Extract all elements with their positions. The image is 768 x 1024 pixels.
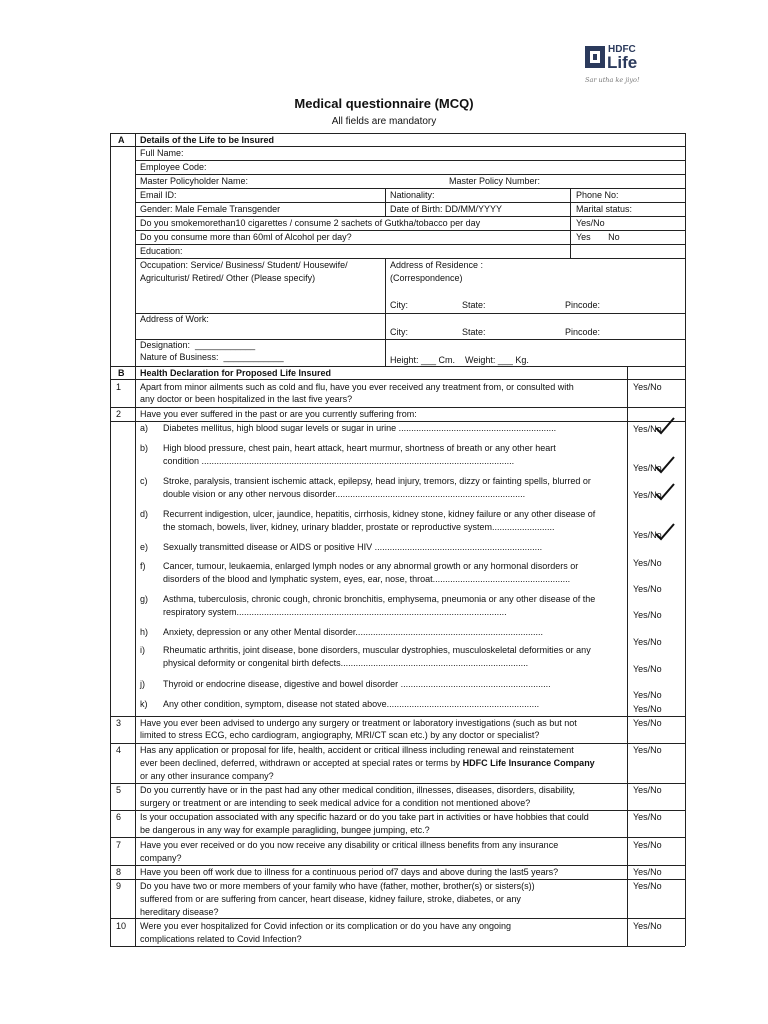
q2b-key: b) bbox=[140, 443, 149, 453]
employee-code-field[interactable]: Employee Code: bbox=[140, 162, 207, 172]
residence-address-label[interactable]: Address of Residence : bbox=[390, 260, 484, 270]
q6-number: 6 bbox=[116, 812, 122, 822]
q2j-answer[interactable]: Yes/No bbox=[633, 690, 662, 700]
q5-answer[interactable]: Yes/No bbox=[633, 785, 662, 795]
q4-line1: Has any application or proposal for life, health, accident or critical illness including renewal and reinstatement bbox=[140, 745, 574, 755]
q2d-answer[interactable]: Yes/No bbox=[633, 530, 662, 540]
q6-answer[interactable]: Yes/No bbox=[633, 812, 662, 822]
occupation-line1[interactable]: Occupation: Service/ Business/ Student/ Housewife/ bbox=[140, 260, 348, 270]
q2i-answer[interactable]: Yes/No bbox=[633, 664, 662, 674]
hdfc-life-logo bbox=[585, 44, 655, 90]
checkmark-icon bbox=[654, 482, 676, 502]
alcohol-answer[interactable]: Yes No bbox=[576, 232, 620, 242]
residence-address-sublabel: (Correspondence) bbox=[390, 273, 463, 283]
q9-answer[interactable]: Yes/No bbox=[633, 881, 662, 891]
nationality-field[interactable]: Nationality: bbox=[390, 190, 435, 200]
master-policy-number-field[interactable]: Master Policy Number: bbox=[449, 176, 541, 186]
phone-field[interactable]: Phone No: bbox=[576, 190, 619, 200]
q2a-text: Diabetes mellitus, high blood sugar levels or sugar in urine ............................................................... bbox=[163, 423, 557, 433]
section-a-letter: A bbox=[118, 135, 125, 145]
q2d-key: d) bbox=[140, 509, 149, 519]
q1-line2: any doctor or been hospitalized in the last five years? bbox=[140, 394, 353, 404]
q1-answer[interactable]: Yes/No bbox=[633, 382, 662, 392]
designation-field[interactable]: Designation: ____________ bbox=[140, 340, 256, 350]
q2i-text2: physical deformity or congenital birth defects........................................................................... bbox=[163, 658, 529, 668]
q2j-text: Thyroid or endocrine disease, digestive and bowel disorder ............................................................ bbox=[163, 679, 551, 689]
q10-number: 10 bbox=[116, 921, 127, 931]
alcohol-question: Do you consume more than 60ml of Alcohol per day? bbox=[140, 232, 352, 242]
section-b-letter: B bbox=[118, 368, 125, 378]
residence-state[interactable]: State: bbox=[462, 300, 486, 310]
q2c-text1: Stroke, paralysis, transient ischemic attack, epilepsy, head injury, tremors, dizzy or fainting spells, blurred or bbox=[163, 476, 591, 486]
occupation-line2: Agriculturist/ Retired/ Other (Please specify) bbox=[140, 273, 316, 283]
nature-of-business-field[interactable]: Nature of Business: ____________ bbox=[140, 352, 284, 362]
q2a-key: a) bbox=[140, 423, 149, 433]
q3-answer[interactable]: Yes/No bbox=[633, 718, 662, 728]
q2-question: Have you ever suffered in the past or are you currently suffering from: bbox=[140, 409, 417, 419]
hdfc-logo-mark-icon bbox=[585, 46, 605, 68]
q9-line3: hereditary disease? bbox=[140, 907, 219, 917]
q5-line1: Do you currently have or in the past had any other medical condition, illnesses, diseases, disorders, disability, bbox=[140, 785, 576, 795]
work-state[interactable]: State: bbox=[462, 327, 486, 337]
q4-line2 bbox=[140, 757, 595, 769]
q2b-text2: condition ............................................................................................................................. bbox=[163, 456, 515, 466]
smoking-answer[interactable]: Yes/No bbox=[576, 218, 605, 228]
q2-number: 2 bbox=[116, 409, 122, 419]
q4-company-name: HDFC Life Insurance Company bbox=[462, 758, 595, 768]
q2g-text1: Asthma, tuberculosis, chronic cough, chronic bronchitis, emphysema, pneumonia or any other disease of the bbox=[163, 594, 596, 604]
page-title: Medical questionnaire (MCQ) bbox=[294, 96, 474, 111]
q9-line2: suffered from or are suffering from cancer, heart disease, kidney failure, stroke, diabetes, or any bbox=[140, 894, 521, 904]
q4-answer[interactable]: Yes/No bbox=[633, 745, 662, 755]
q2e-key: e) bbox=[140, 542, 149, 552]
q3-line2: limited to stress ECG, echo cardiogram, angiography, MRI/CT scan etc.) by any doctor or specialist? bbox=[140, 730, 540, 740]
q2i-key: i) bbox=[140, 645, 145, 655]
work-address-field[interactable]: Address of Work: bbox=[140, 314, 209, 324]
q3-number: 3 bbox=[116, 718, 122, 728]
q8-number: 8 bbox=[116, 867, 122, 877]
dob-field[interactable]: Date of Birth: DD/MM/YYYY bbox=[390, 204, 503, 214]
q8-question: Have you been off work due to illness for a continuous period of7 days and above during the last5 years? bbox=[140, 867, 559, 877]
q2d-text1: Recurrent indigestion, ulcer, jaundice, hepatitis, cirrhosis, kidney stone, kidney failure or any other disease of bbox=[163, 509, 596, 519]
q3-line1: Have you ever been advised to undergo any surgery or treatment or laboratory investigations (such as but not bbox=[140, 718, 577, 728]
q2i-text1: Rheumatic arthritis, joint disease, bone disorders, muscular dystrophies, musculoskeletal deformities or any bbox=[163, 645, 591, 655]
q4-line3: or any other insurance company? bbox=[140, 771, 274, 781]
residence-city[interactable]: City: bbox=[390, 300, 408, 310]
q2j-key: j) bbox=[140, 679, 145, 689]
q2f-key: f) bbox=[140, 561, 146, 571]
email-field[interactable]: Email ID: bbox=[140, 190, 177, 200]
q2h-answer[interactable]: Yes/No bbox=[633, 637, 662, 647]
checkmark-icon bbox=[654, 455, 676, 475]
q6-line2: be dangerous in any way for example paragliding, bungee jumping, etc.? bbox=[140, 825, 430, 835]
q2g-text2: respiratory system............................................................................................................ bbox=[163, 607, 507, 617]
q2a-answer[interactable]: Yes/No bbox=[633, 424, 662, 434]
q1-line1: Apart from minor ailments such as cold and flu, have you ever received any treatment from, or consulted with bbox=[140, 382, 574, 392]
brand-line2: Life bbox=[607, 53, 638, 72]
full-name-field[interactable]: Full Name: bbox=[140, 148, 184, 158]
brand-tagline: Sar utha ke jiyo! bbox=[585, 76, 640, 84]
q5-number: 5 bbox=[116, 785, 122, 795]
q2e-text: Sexually transmitted disease or AIDS or positive HIV ................................................................... bbox=[163, 542, 543, 552]
education-field[interactable]: Education: bbox=[140, 246, 183, 256]
work-pincode[interactable]: Pincode: bbox=[565, 327, 601, 337]
q7-line2: company? bbox=[140, 853, 182, 863]
q10-answer[interactable]: Yes/No bbox=[633, 921, 662, 931]
q7-answer[interactable]: Yes/No bbox=[633, 840, 662, 850]
q7-number: 7 bbox=[116, 840, 122, 850]
q4-line2-text: ever been declined, deferred, withdrawn or accepted at special rates or terms by bbox=[140, 758, 463, 768]
q8-answer[interactable]: Yes/No bbox=[633, 867, 662, 877]
q2b-answer[interactable]: Yes/No bbox=[633, 463, 662, 473]
q9-number: 9 bbox=[116, 881, 122, 891]
q2d-text2: the stomach, bowels, liver, kidney, urinary bladder, prostate or reproductive system......................... bbox=[163, 522, 555, 532]
q2f-text2: disorders of the blood and lymphatic system, eyes, ear, nose, throat....................................................... bbox=[163, 574, 571, 584]
q9-line1: Do you have two or more members of your family who have (father, mother, brother(s) or sisters(s)) bbox=[140, 881, 535, 891]
q2c-text2: double vision or any other nervous disorder............................................................................ bbox=[163, 489, 526, 499]
checkmark-icon bbox=[654, 416, 676, 436]
q2f-text1: Cancer, tumour, leukaemia, enlarged lymph nodes or any abnormal growth or any hormonal disorders or bbox=[163, 561, 579, 571]
q10-line1: Were you ever hospitalized for Covid infection or its complication or do you have any ongoing bbox=[140, 921, 512, 931]
q2g-key: g) bbox=[140, 594, 149, 604]
q2f-answer[interactable]: Yes/No bbox=[633, 584, 662, 594]
q2k-answer[interactable]: Yes/No bbox=[633, 704, 662, 714]
q2c-answer[interactable]: Yes/No bbox=[633, 490, 662, 500]
q2e-answer[interactable]: Yes/No bbox=[633, 558, 662, 568]
q2h-key: h) bbox=[140, 627, 149, 637]
marital-status-field[interactable]: Marital status: bbox=[576, 204, 633, 214]
brand-line1: HDFC bbox=[608, 44, 636, 55]
page-subtitle: All fields are mandatory bbox=[331, 116, 437, 127]
checkmark-icon bbox=[654, 522, 676, 542]
q2b-text1: High blood pressure, chest pain, heart attack, heart murmur, shortness of breath or any other heart bbox=[163, 443, 556, 453]
section-b-heading: Health Declaration for Proposed Life Insured bbox=[140, 368, 332, 378]
gender-field[interactable]: Gender: Male Female Transgender bbox=[140, 204, 281, 214]
master-policyholder-field[interactable]: Master Policyholder Name: bbox=[140, 176, 249, 186]
q2k-text: Any other condition, symptom, disease not stated above............................................................. bbox=[163, 699, 540, 709]
q5-line2: surgery or treatment or are intending to seek medical advice for a condition not mentioned above? bbox=[140, 798, 531, 808]
q1-number: 1 bbox=[116, 382, 122, 392]
height-weight-field[interactable]: Height: ___ Cm. Weight: ___ Kg. bbox=[390, 355, 529, 365]
work-city[interactable]: City: bbox=[390, 327, 408, 337]
section-a-heading: Details of the Life to be Insured bbox=[140, 135, 275, 145]
q2g-answer[interactable]: Yes/No bbox=[633, 610, 662, 620]
q2c-key: c) bbox=[140, 476, 148, 486]
q6-line1: Is your occupation associated with any specific hazard or do you take part in activities or have hobbies that could bbox=[140, 812, 589, 822]
q2k-key: k) bbox=[140, 699, 148, 709]
smoking-question: Do you smokemorethan10 cigarettes / consume 2 sachets of Gutkha/tobacco per day bbox=[140, 218, 481, 228]
q2h-text: Anxiety, depression or any other Mental disorder........................................................................... bbox=[163, 627, 543, 637]
q4-number: 4 bbox=[116, 745, 122, 755]
residence-pincode[interactable]: Pincode: bbox=[565, 300, 601, 310]
q10-line2: complications related to Covid Infection? bbox=[140, 934, 302, 944]
q7-line1: Have you ever received or do you now receive any disability or critical illness benefits from any insurance bbox=[140, 840, 559, 850]
